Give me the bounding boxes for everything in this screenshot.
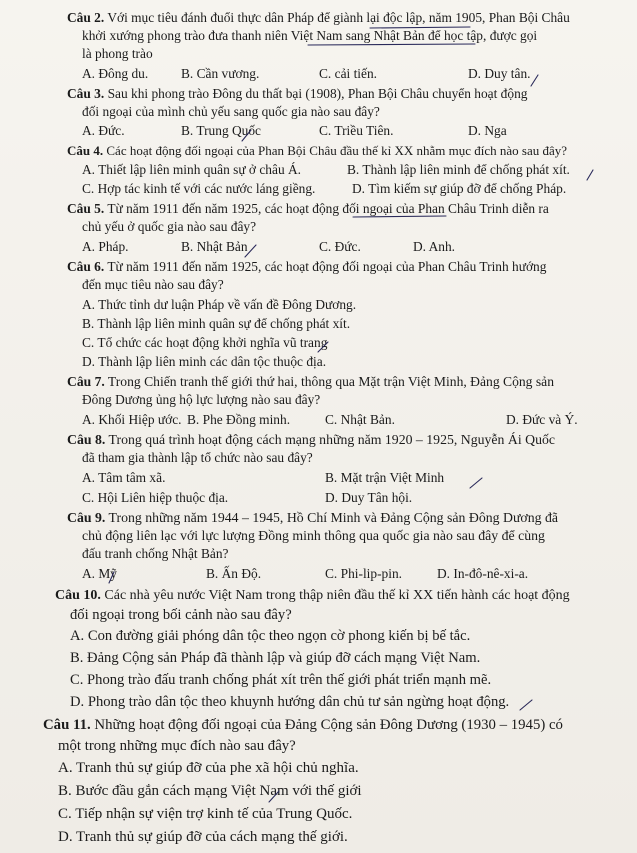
question-7-line-2: Đông Dương ủng hộ lực lượng nào sau đây?	[82, 392, 321, 407]
question-3-number: Câu 3.	[67, 86, 105, 101]
question-11-line-2: một trong những mục đích nào sau đây?	[58, 738, 296, 754]
question-5-line-1: Câu 5. Từ năm 1911 đến năm 1925, các hoạt động đối ngoại của Phan Châu Trinh diễn ra	[67, 201, 549, 216]
question-10-number: Câu 10.	[55, 588, 101, 603]
question-7-option-c[interactable]: C. Nhật Bản.	[325, 412, 395, 427]
check-q4-b	[587, 170, 593, 180]
question-6-option-a[interactable]: A. Thức tỉnh dư luận Pháp về vấn đề Đông Dương.	[82, 297, 357, 312]
question-8-option-b[interactable]: B. Mặt trận Việt Minh	[325, 470, 445, 485]
question-9-option-d[interactable]: D. In-đô-nê-xi-a.	[437, 566, 529, 581]
question-3-option-c[interactable]: C. Triều Tiên.	[319, 123, 394, 138]
question-6-option-d[interactable]: D. Thành lập liên minh các dân tộc thuộc địa.	[82, 354, 327, 369]
question-11-number: Câu 11.	[43, 717, 91, 733]
check-q10-d	[520, 700, 532, 710]
question-8-number: Câu 8.	[67, 432, 106, 447]
question-7-option-d[interactable]: D. Đức và Ý.	[506, 412, 578, 427]
question-3-option-d[interactable]: D. Nga	[468, 123, 507, 138]
question-11-option-d[interactable]: D. Tranh thủ sự giúp đỡ của cách mạng thế giới.	[58, 829, 348, 845]
question-4-option-b[interactable]: B. Thành lập liên minh để chống phát xít.	[347, 162, 570, 177]
question-7-option-b[interactable]: B. Phe Đồng minh.	[187, 412, 291, 427]
question-3-line-2: đối ngoại của mình chủ yếu sang quốc gia nào sau đây?	[82, 104, 380, 119]
question-7-line-1: Câu 7. Trong Chiến tranh thế giới thứ hai, thông qua Mặt trận Việt Minh, Đảng Cộng sản	[67, 374, 554, 389]
check-q8-b	[470, 478, 482, 488]
question-5-line-2: chủ yếu ở quốc gia nào sau đây?	[82, 219, 257, 234]
question-8-line-2: đã tham gia thành lập tổ chức nào sau đây?	[82, 450, 313, 465]
question-2-line-2: khởi xướng phong trào đưa thanh niên Việt Nam sang Nhật Bản để học tập, được gọi	[82, 28, 538, 43]
question-2-number: Câu 2.	[67, 10, 105, 25]
question-10-option-d[interactable]: D. Phong trào dân tộc theo khuynh hướng dân chủ tư sản ngừng hoạt động.	[70, 694, 510, 710]
question-10-option-a[interactable]: A. Con đường giải phóng dân tộc theo ngọn cờ phong kiến bị bế tắc.	[70, 628, 471, 644]
question-9-option-c[interactable]: C. Phi-lip-pin.	[325, 566, 403, 581]
question-3-line-1: Câu 3. Sau khi phong trào Đông du thất bại (1908), Phan Bội Châu chuyển hoạt động	[67, 86, 528, 101]
question-3-option-b[interactable]: B. Trung Quốc	[181, 123, 261, 138]
question-9-option-a[interactable]: A. Mỹ	[82, 566, 117, 581]
question-11-option-b[interactable]: B. Bước đầu gắn cách mạng Việt Nam với thế giới	[58, 783, 362, 799]
underline-q2-japan	[308, 44, 475, 45]
question-11-option-c[interactable]: C. Tiếp nhận sự viện trợ kinh tế của Trung Quốc.	[58, 806, 353, 822]
question-11-option-a[interactable]: A. Tranh thủ sự giúp đỡ của phe xã hội chủ nghĩa.	[58, 760, 359, 776]
question-8-option-c[interactable]: C. Hội Liên hiệp thuộc địa.	[82, 490, 229, 505]
question-9-line-1: Câu 9. Trong những năm 1944 – 1945, Hồ Chí Minh và Đảng Cộng sản Đông Dương đã	[67, 510, 558, 525]
question-9-line-2: chủ động liên lạc với lực lượng Đồng minh thông qua quốc gia nào sau đây để cùng	[82, 528, 545, 543]
question-4-option-d[interactable]: D. Tìm kiếm sự giúp đỡ để chống Pháp.	[352, 181, 567, 196]
question-8-option-d[interactable]: D. Duy Tân hội.	[325, 490, 413, 505]
question-10-option-c[interactable]: C. Phong trào đấu tranh chống phát xít trên thế giới phát triển mạnh mẽ.	[70, 672, 492, 688]
question-2-option-a[interactable]: A. Đông du.	[82, 66, 149, 81]
question-5-option-c[interactable]: C. Đức.	[319, 239, 361, 254]
question-4-option-c[interactable]: C. Hợp tác kinh tế với các nước láng giềng.	[82, 181, 316, 196]
question-6-line-1: Câu 6. Từ năm 1911 đến năm 1925, các hoạt động đối ngoại của Phan Châu Trinh hướng	[67, 259, 547, 274]
question-2-line-3: là phong trào	[82, 46, 153, 61]
question-10-option-b[interactable]: B. Đảng Cộng sản Pháp đã thành lập và giúp đỡ cách mạng Việt Nam.	[70, 650, 481, 666]
check-q2-duy-tan	[531, 75, 538, 86]
question-4-number: Câu 4.	[67, 143, 104, 158]
question-9-number: Câu 9.	[67, 510, 106, 525]
question-10-line-1: Câu 10. Các nhà yêu nước Việt Nam trong thập niên đầu thế kỉ XX tiến hành các hoạt động	[55, 588, 570, 603]
question-5-option-b[interactable]: B. Nhật Bản	[181, 239, 248, 254]
question-2-option-d[interactable]: D. Duy tân.	[468, 66, 531, 81]
question-3-option-a[interactable]: A. Đức.	[82, 123, 125, 138]
question-6-number: Câu 6.	[67, 259, 105, 274]
question-5-option-d[interactable]: D. Anh.	[413, 239, 456, 254]
question-5-number: Câu 5.	[67, 201, 105, 216]
question-6-option-b[interactable]: B. Thành lập liên minh quân sự để chống phát xít.	[82, 316, 351, 331]
question-2-option-b[interactable]: B. Cần vương.	[181, 66, 260, 81]
question-7-option-a[interactable]: A. Khối Hiệp ước.	[82, 412, 182, 427]
question-6-line-2: đến mục tiêu nào sau đây?	[82, 277, 224, 292]
question-4-option-a[interactable]: A. Thiết lập liên minh quân sự ở châu Á.	[82, 162, 302, 177]
question-8-option-a[interactable]: A. Tâm tâm xã.	[82, 470, 166, 485]
question-6-option-c[interactable]: C. Tổ chức các hoạt động khởi nghĩa vũ trang	[82, 335, 328, 350]
question-5-option-a[interactable]: A. Pháp.	[82, 239, 129, 254]
question-9-line-3: đấu tranh chống Nhật Bản?	[82, 546, 229, 561]
question-4-line-1: Câu 4. Các hoạt động đối ngoại của Phan Bội Châu đầu thế kỉ XX nhằm mục đích nào sau đây?	[67, 143, 568, 158]
question-10-line-2: đối ngoại trong bối cảnh nào sau đây?	[70, 607, 292, 623]
question-9-option-b[interactable]: B. Ấn Độ.	[206, 566, 262, 581]
question-7-number: Câu 7.	[67, 374, 105, 389]
question-8-line-1: Câu 8. Trong quá trình hoạt động cách mạng những năm 1920 – 1925, Nguyễn Ái Quốc	[67, 432, 556, 447]
question-2-option-c[interactable]: C. cải tiến.	[319, 66, 378, 81]
question-2-line-1: Câu 2. Với mục tiêu đánh đuổi thực dân Pháp để giành lại độc lập, năm 1905, Phan Bội Châu	[67, 10, 570, 25]
question-11-line-1: Câu 11. Những hoạt động đối ngoại của Đảng Cộng sản Đông Dương (1930 – 1945) có	[43, 717, 563, 733]
